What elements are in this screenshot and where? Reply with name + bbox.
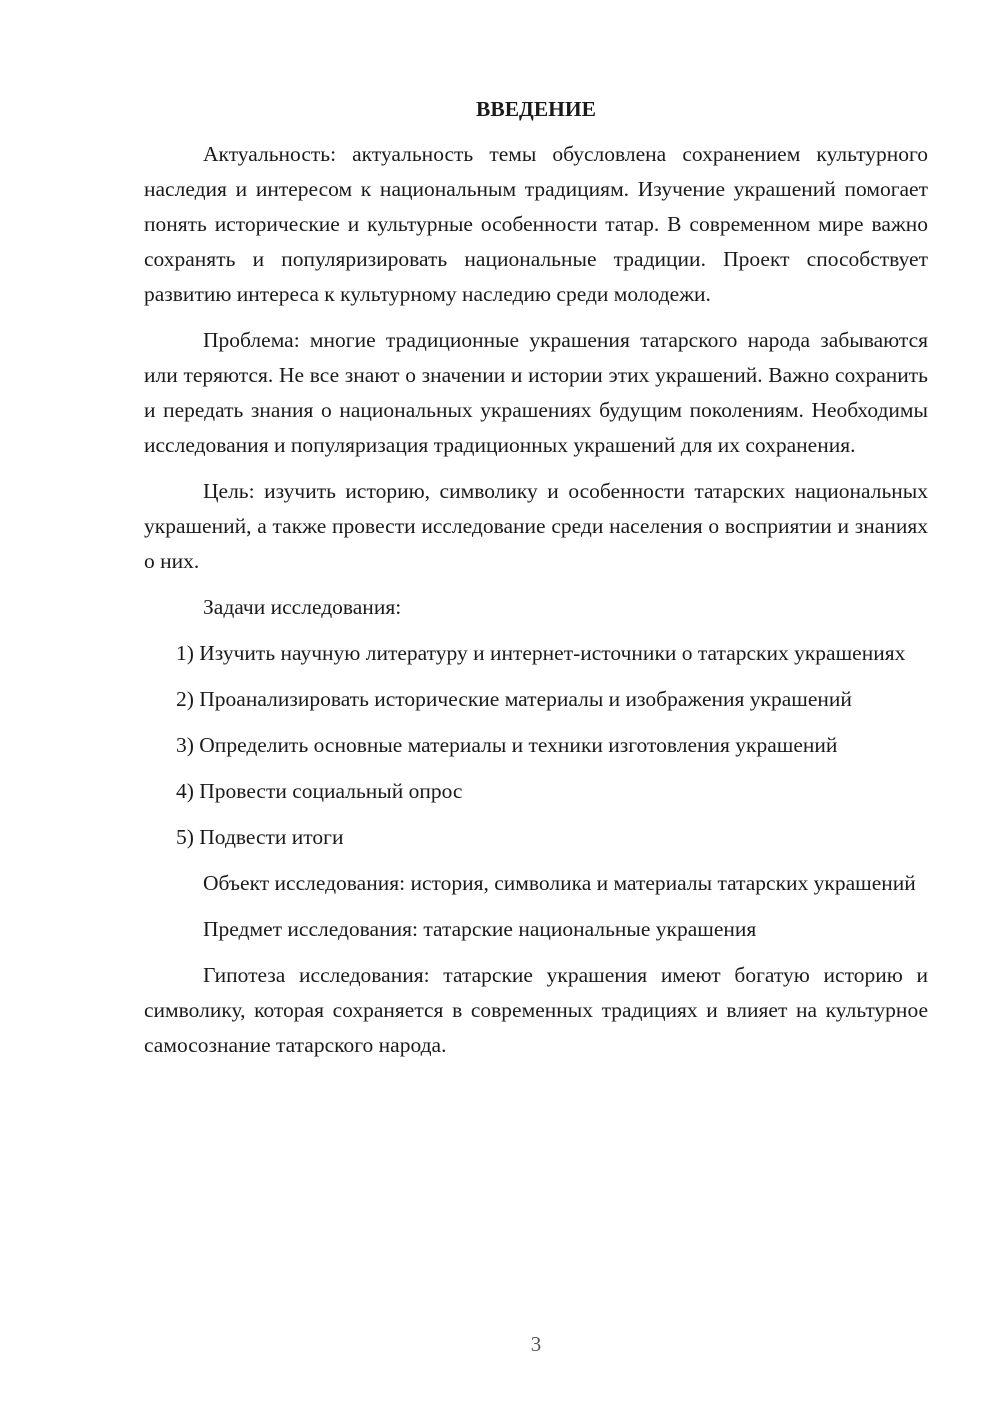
goal-paragraph: Цель: изучить историю, символику и особенности татарских национальных украшений, а также провести исследование среди населения о восприятии и знаниях о них. (144, 479, 928, 573)
task-item-3: 3) Определить основные материалы и техники изготовления украшений (176, 733, 838, 757)
task-item-4: 4) Провести социальный опрос (176, 779, 463, 803)
relevance-paragraph: Актуальность: актуальность темы обусловлена сохранением культурного наследия и интересом к национальным традициям. Изучение украшений помогает понять исторические и культурные особенности татар. В современном мире важно сохранять и популяризировать национальные традиции. Проект способствует развитию интереса к культурному наследию среди молодежи. (144, 142, 928, 306)
task-item-2: 2) Проанализировать исторические материалы и изображения украшений (176, 687, 852, 711)
document-page (144, 92, 928, 1074)
object-paragraph: Объект исследования: история, символика и материалы татарских украшений (203, 871, 916, 895)
page-number: 3 (530, 1332, 542, 1356)
tasks-list (144, 636, 928, 855)
task-item-1: 1) Изучить научную литературу и интернет-источники о татарских украшениях (176, 641, 906, 665)
page-title: ВВЕДЕНИЕ (476, 97, 596, 121)
hypothesis-paragraph: Гипотеза исследования: татарские украшения имеют богатую историю и символику, которая сохраняется в современных традициях и влияет на культурное самосознание татарского народа. (144, 963, 928, 1057)
subject-paragraph: Предмет исследования: татарские национальные украшения (203, 917, 757, 941)
problem-paragraph: Проблема: многие традиционные украшения татарского народа забываются или теряются. Не все знают о значении и истории этих украшений. Важно сохранить и передать знания о национальных украшениях будущим поколениям. Необходимы исследования и популяризация традиционных украшений для их сохранения. (144, 328, 928, 457)
tasks-heading: Задачи исследования: (203, 595, 402, 619)
task-item-5: 5) Подвести итоги (176, 825, 344, 849)
